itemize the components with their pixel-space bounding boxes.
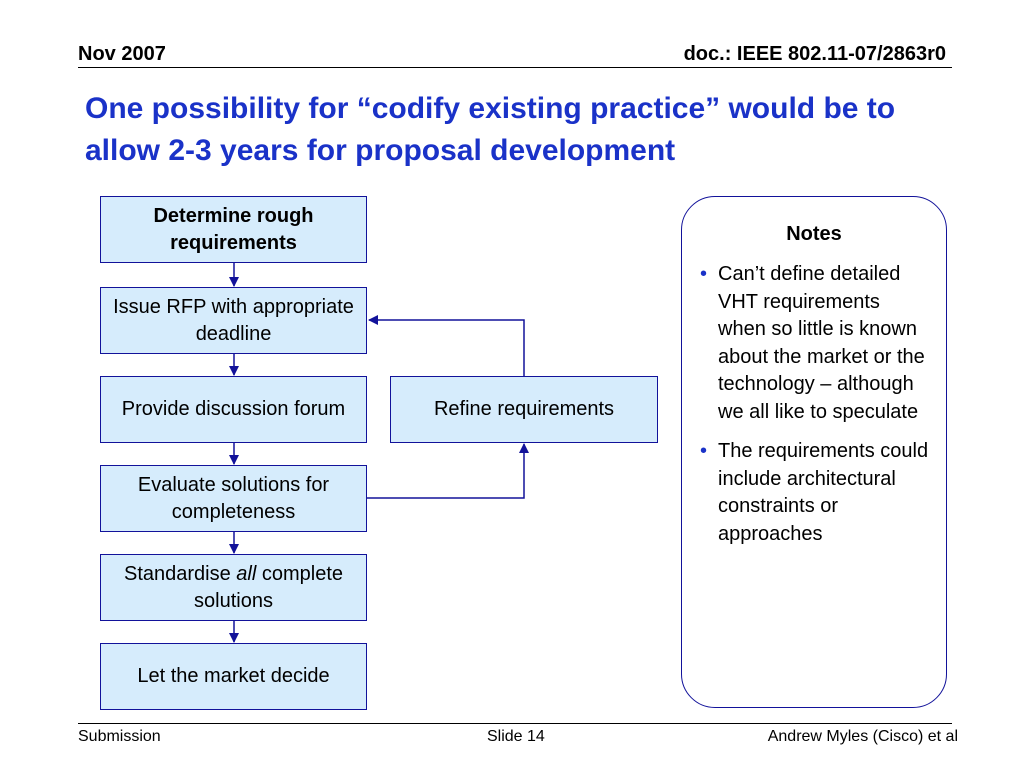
- header-date: Nov 2007: [78, 43, 166, 65]
- step-label-post: complete solutions: [194, 562, 344, 612]
- arrow-evaluate-to-refine: [367, 444, 524, 498]
- refine-label: Refine requirements: [433, 398, 615, 420]
- notes-title: Notes: [786, 223, 842, 245]
- step-market-decide: [100, 643, 367, 710]
- step-label: Let the market decide: [137, 665, 330, 687]
- step-label-pre: Standardise: [123, 562, 237, 585]
- slide-title: One possibility for “codify existing practice” would be to allow 2-3 years for proposal development: [85, 92, 896, 167]
- step-discussion-forum: [100, 376, 367, 443]
- notes-list: [696, 261, 930, 560]
- footer-author: Andrew Myles (Cisco) et al: [767, 728, 958, 745]
- refine-requirements-box: [390, 376, 658, 443]
- footer-rule: [78, 723, 952, 724]
- notes-item-text: Can’t define detailed VHT requirements when so little is known about the market or the technology – although we all like to speculate: [718, 263, 925, 423]
- header-doc-id: doc.: IEEE 802.11-07/2863r0: [683, 43, 946, 65]
- notes-item-text: The requirements could include architectural constraints or approaches: [718, 440, 929, 545]
- bullet-icon: •: [700, 263, 708, 285]
- step-label: Evaluate solutions for completeness: [137, 473, 330, 523]
- step-evaluate-solutions: [100, 465, 367, 532]
- step-issue-rfp: [100, 287, 367, 354]
- arrow-refine-to-issue: [369, 320, 524, 376]
- step-label-emphasis: all: [236, 562, 257, 585]
- step-label: Issue RFP with appropriate deadline: [113, 295, 354, 345]
- notes-item: [696, 261, 930, 426]
- notes-item: [696, 438, 930, 548]
- step-determine-requirements: [100, 196, 367, 263]
- step-label: Provide discussion forum: [121, 398, 346, 420]
- step-label: Determine rough requirements: [153, 204, 314, 254]
- footer-slide-number: Slide 14: [487, 728, 545, 745]
- step-standardise: [100, 554, 367, 621]
- step-label: [111, 561, 356, 615]
- footer-submission: Submission: [78, 728, 161, 745]
- notes-panel: [681, 196, 947, 708]
- bullet-icon: •: [700, 440, 708, 462]
